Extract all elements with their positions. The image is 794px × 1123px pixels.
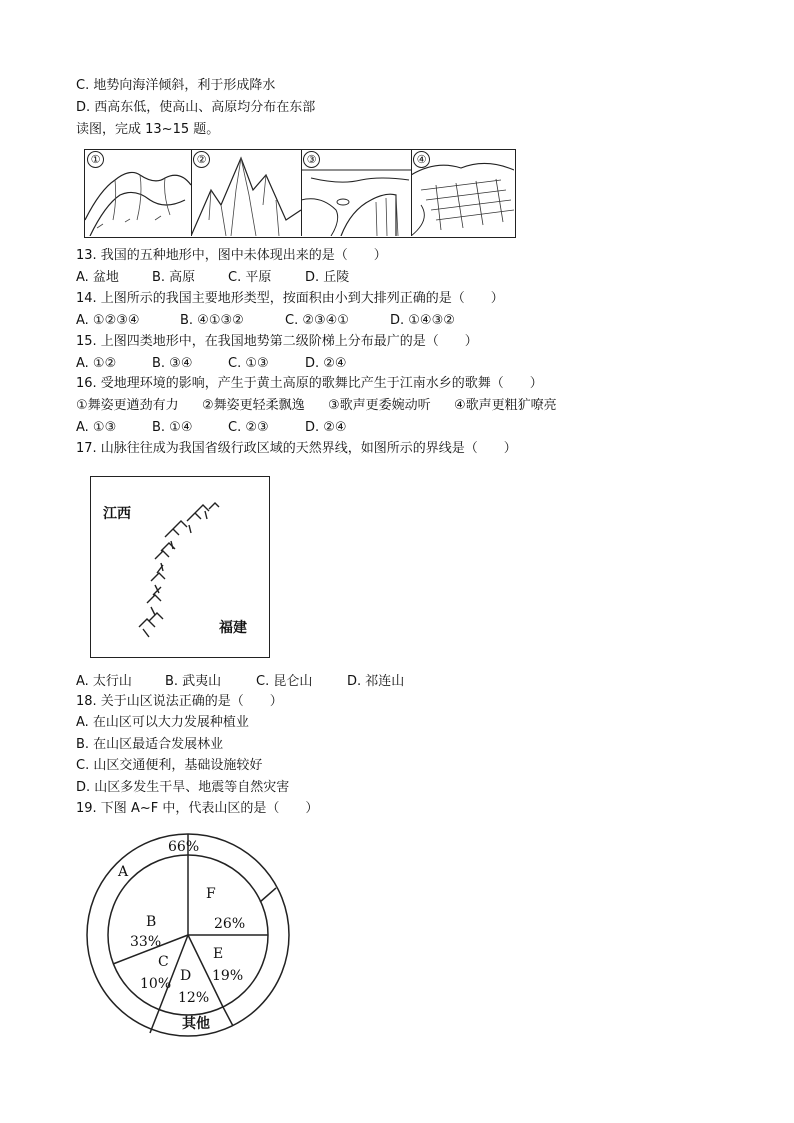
q18-option-b: B. 在山区最适合发展林业 <box>76 737 224 752</box>
q14-option-c: C. ②③④① <box>285 313 349 328</box>
pie-label-c-pct: 10% <box>140 976 172 992</box>
question-18: 18. 关于山区说法正确的是（ ） <box>76 694 283 709</box>
q16-option-a: A. ①③ <box>76 420 117 435</box>
pie-label-b-pct: 33% <box>130 934 162 950</box>
landform-panel-1 <box>85 150 192 236</box>
q17-option-c: C. 昆仑山 <box>256 674 313 689</box>
landform-panel-4 <box>411 150 514 236</box>
q16-item-1: ①舞姿更遒劲有力 <box>76 398 179 413</box>
q13-option-d: D. 丘陵 <box>305 270 350 285</box>
question-15: 15. 上图四类地形中，在我国地势第二级阶梯上分布最广的是（ ） <box>76 334 478 349</box>
option-d-prev: D. 西高东低，使高山、高原均分布在东部 <box>76 100 316 115</box>
q15-option-d: D. ②④ <box>305 356 347 371</box>
map-label-jiangxi: 江西 <box>103 506 131 522</box>
q16-item-3: ③歌声更委婉动听 <box>328 398 431 413</box>
panel-number-4: ④ <box>413 151 430 168</box>
q13-option-c: C. 平原 <box>228 270 272 285</box>
landform-images <box>84 149 516 238</box>
pie-label-f: F <box>206 886 216 902</box>
landform-panel-3 <box>301 150 412 236</box>
q16-option-d: D. ②④ <box>305 420 347 435</box>
question-16: 16. 受地理环境的影响，产生于黄土高原的歌舞比产生于江南水乡的歌舞（ ） <box>76 376 543 391</box>
q16-item-4: ④歌声更粗犷嘹亮 <box>454 398 557 413</box>
pie-label-d-pct: 12% <box>178 990 210 1006</box>
map-label-fujian: 福建 <box>219 620 247 636</box>
boundary-map <box>90 476 270 658</box>
q18-option-c: C. 山区交通便利，基础设施较好 <box>76 758 263 773</box>
pie-label-b: B <box>146 914 157 930</box>
q15-option-b: B. ③④ <box>152 356 193 371</box>
q17-option-a: A. 太行山 <box>76 674 132 689</box>
q15-option-a: A. ①② <box>76 356 117 371</box>
panel-number-1: ① <box>87 151 104 168</box>
pie-label-a: A <box>118 864 129 880</box>
panel-number-3: ③ <box>303 151 320 168</box>
q14-option-b: B. ④①③② <box>180 313 244 328</box>
question-13: 13. 我国的五种地形中，图中未体现出来的是（ ） <box>76 248 387 263</box>
q18-option-a: A. 在山区可以大力发展种植业 <box>76 715 249 730</box>
panel-number-2: ② <box>193 151 210 168</box>
q17-option-b: B. 武夷山 <box>165 674 222 689</box>
pie-label-f-pct: 26% <box>214 916 246 932</box>
q16-item-2: ②舞姿更轻柔飘逸 <box>202 398 305 413</box>
pie-label-e-pct: 19% <box>212 968 244 984</box>
q16-option-b: B. ①④ <box>152 420 193 435</box>
question-19: 19. 下图 A~F 中，代表山区的是（ ） <box>76 801 319 816</box>
q13-option-a: A. 盆地 <box>76 270 119 285</box>
question-14: 14. 上图所示的我国主要地形类型，按面积由小到大排列正确的是（ ） <box>76 291 504 306</box>
q14-option-a: A. ①②③④ <box>76 313 140 328</box>
pie-label-c: C <box>158 954 169 970</box>
mountain-range-symbol <box>91 477 271 659</box>
question-17: 17. 山脉往往成为我国省级行政区域的天然界线，如图所示的界线是（ ） <box>76 441 517 456</box>
q18-option-d: D. 山区多发生干旱、地震等自然灾害 <box>76 780 290 795</box>
landform-pie-chart <box>78 830 298 1040</box>
pie-label-d: D <box>180 968 192 984</box>
instruction-13-15: 读图，完成 13~15 题。 <box>76 122 220 137</box>
q15-option-c: C. ①③ <box>228 356 269 371</box>
landform-panel-2 <box>191 150 302 236</box>
q16-option-c: C. ②③ <box>228 420 269 435</box>
pie-label-e: E <box>213 946 224 962</box>
q13-option-b: B. 高原 <box>152 270 196 285</box>
pie-label-outer: 66% <box>168 839 200 855</box>
q17-option-d: D. 祁连山 <box>347 674 405 689</box>
pie-label-other: 其他 <box>182 1016 210 1032</box>
q14-option-d: D. ①④③② <box>390 313 455 328</box>
option-c-prev: C. 地势向海洋倾斜，利于形成降水 <box>76 78 276 93</box>
